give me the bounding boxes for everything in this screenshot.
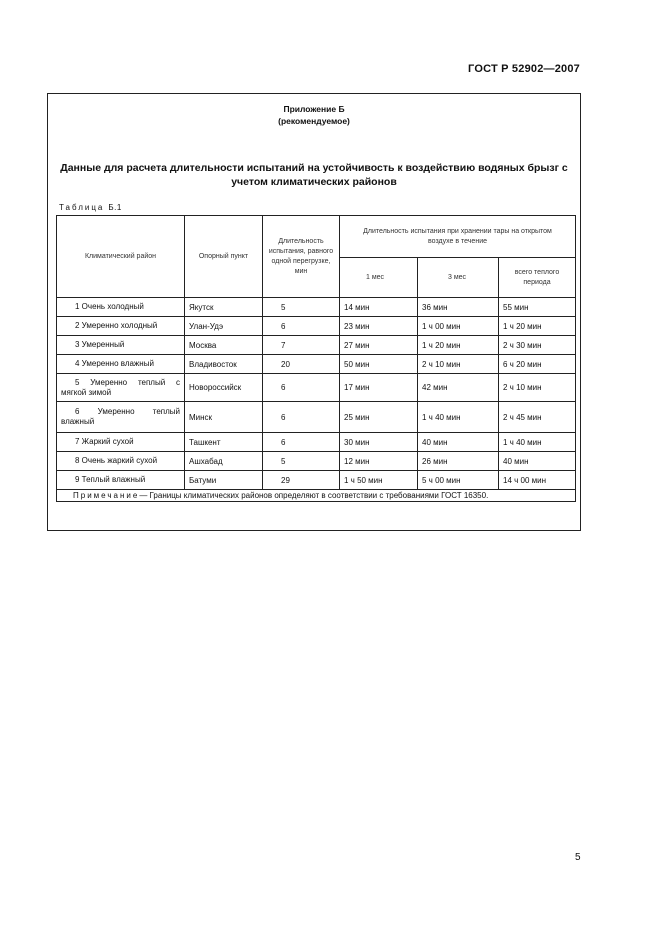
- table-row: [57, 355, 576, 374]
- cell-region: 8 Очень жаркий сухой: [57, 452, 185, 471]
- cell-warm-period: 2 ч 30 мин: [499, 336, 576, 355]
- cell-1-month: 1 ч 50 мин: [340, 471, 418, 490]
- header-warm-period: всего теплого периода: [499, 258, 576, 298]
- cell-1-month: 17 мин: [340, 374, 418, 402]
- cell-3-months: 1 ч 40 мин: [418, 402, 499, 433]
- table-caption-number: Б.1: [108, 203, 122, 212]
- cell-warm-period: 6 ч 20 мин: [499, 355, 576, 374]
- cell-warm-period: 2 ч 45 мин: [499, 402, 576, 433]
- cell-region-line-1: 5 Умеренно теплый с: [75, 377, 180, 387]
- table-row: [57, 374, 576, 402]
- cell-1-month: 27 мин: [340, 336, 418, 355]
- cell-duration: 6: [263, 433, 340, 452]
- table-caption: [59, 203, 122, 212]
- cell-1-month: 25 мин: [340, 402, 418, 433]
- cell-warm-period: 55 мин: [499, 298, 576, 317]
- cell-region: [57, 402, 185, 433]
- cell-1-month: 12 мин: [340, 452, 418, 471]
- cell-region-line-2: мягкой зимой: [61, 387, 112, 397]
- appendix-title: Приложение Б: [283, 104, 345, 114]
- table-row: [57, 471, 576, 490]
- table-row: [57, 402, 576, 433]
- cell-1-month: 30 мин: [340, 433, 418, 452]
- climate-table: [56, 215, 576, 502]
- cell-region: 7 Жаркий сухой: [57, 433, 185, 452]
- header-3-months: 3 мес: [418, 258, 499, 298]
- note-text: — Границы климатических районов определяют в соответствии с требованиями ГОСТ 16350.: [139, 491, 489, 500]
- cell-point: Владивосток: [185, 355, 263, 374]
- header-storage: Длительность испытания при хранении тары на открытом воздухе в течение: [340, 216, 576, 258]
- cell-1-month: 14 мин: [340, 298, 418, 317]
- header-region: Климатический район: [57, 216, 185, 298]
- table-note-row: [57, 490, 576, 502]
- cell-point: Ташкент: [185, 433, 263, 452]
- page-number: 5: [575, 852, 581, 863]
- table-caption-word: Таблица: [59, 203, 105, 212]
- cell-duration: 7: [263, 336, 340, 355]
- cell-point: Батуми: [185, 471, 263, 490]
- table-row: [57, 317, 576, 336]
- cell-region: 1 Очень холодный: [57, 298, 185, 317]
- cell-1-month: 50 мин: [340, 355, 418, 374]
- cell-duration: 6: [263, 402, 340, 433]
- note-label: Примечание: [73, 491, 140, 500]
- table-row: [57, 298, 576, 317]
- cell-point: Минск: [185, 402, 263, 433]
- cell-warm-period: 1 ч 20 мин: [499, 317, 576, 336]
- standard-number: ГОСТ Р 52902—2007: [468, 63, 580, 75]
- cell-1-month: 23 мин: [340, 317, 418, 336]
- cell-point: Улан-Удэ: [185, 317, 263, 336]
- cell-3-months: 26 мин: [418, 452, 499, 471]
- appendix-heading: [48, 103, 580, 127]
- table-note: [57, 490, 576, 502]
- cell-point: Якутск: [185, 298, 263, 317]
- cell-3-months: 1 ч 20 мин: [418, 336, 499, 355]
- cell-warm-period: 14 ч 00 мин: [499, 471, 576, 490]
- cell-region: [57, 374, 185, 402]
- cell-duration: 5: [263, 298, 340, 317]
- cell-point: Ашхабад: [185, 452, 263, 471]
- document-title: Данные для расчета длительности испытаний на устойчивость к воздействию водяных брызг с учетом климатических районов: [60, 162, 568, 188]
- cell-warm-period: 1 ч 40 мин: [499, 433, 576, 452]
- cell-duration: 5: [263, 452, 340, 471]
- cell-warm-period: 40 мин: [499, 452, 576, 471]
- cell-duration: 6: [263, 374, 340, 402]
- cell-3-months: 1 ч 00 мин: [418, 317, 499, 336]
- cell-3-months: 5 ч 00 мин: [418, 471, 499, 490]
- cell-duration: 20: [263, 355, 340, 374]
- cell-region: 3 Умеренный: [57, 336, 185, 355]
- table-row: [57, 433, 576, 452]
- cell-duration: 6: [263, 317, 340, 336]
- header-duration: Длительность испытания, равного одной перегрузке, мин: [263, 216, 340, 298]
- appendix-frame: [47, 93, 581, 531]
- cell-region: 9 Теплый влажный: [57, 471, 185, 490]
- cell-3-months: 36 мин: [418, 298, 499, 317]
- cell-region-line-2: влажный: [61, 417, 95, 426]
- cell-point: Москва: [185, 336, 263, 355]
- cell-region-line-1: 6 Умеренно теплый: [75, 407, 180, 416]
- table-row: [57, 452, 576, 471]
- cell-3-months: 42 мин: [418, 374, 499, 402]
- cell-3-months: 40 мин: [418, 433, 499, 452]
- cell-warm-period: 2 ч 10 мин: [499, 374, 576, 402]
- header-point: Опорный пункт: [185, 216, 263, 298]
- table-row: [57, 336, 576, 355]
- cell-3-months: 2 ч 10 мин: [418, 355, 499, 374]
- header-1-month: 1 мес: [340, 258, 418, 298]
- table-header-row: [57, 216, 576, 258]
- appendix-kind: (рекомендуемое): [278, 116, 350, 126]
- cell-duration: 29: [263, 471, 340, 490]
- cell-point: Новороссийск: [185, 374, 263, 402]
- cell-region: 4 Умеренно влажный: [57, 355, 185, 374]
- cell-region: 2 Умеренно холодный: [57, 317, 185, 336]
